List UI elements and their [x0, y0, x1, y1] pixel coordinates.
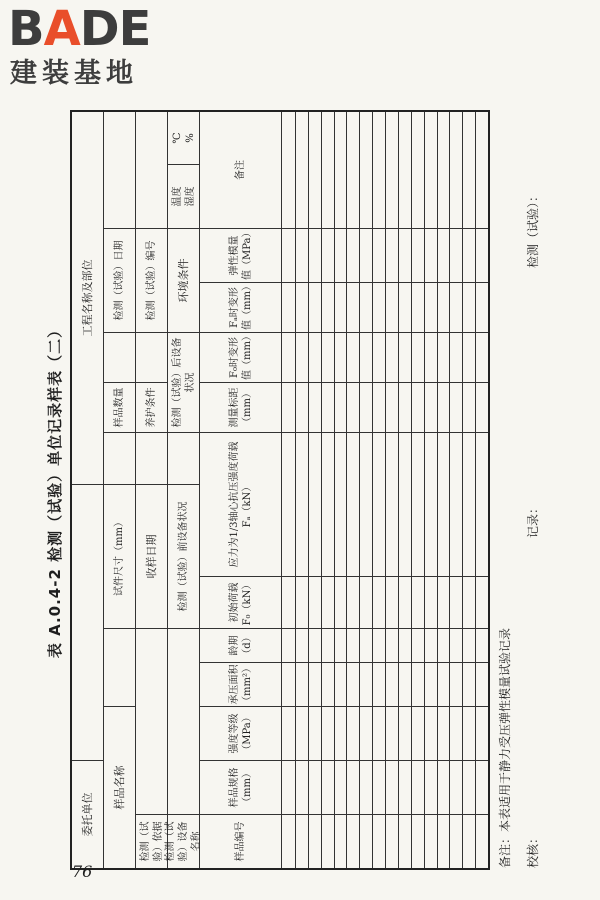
pre-status-label: 检测（试验）前设备状况	[168, 484, 200, 628]
column-header-5: 龄期（d）	[200, 628, 282, 662]
basis-value	[136, 628, 168, 814]
pre-status-value	[168, 432, 200, 484]
env-label: 环境条件	[168, 228, 200, 332]
specimen-size-value	[104, 432, 136, 484]
basis-label: 检测（试验）依据	[136, 814, 168, 868]
temp-humidity-unit	[168, 112, 200, 164]
column-header-10: Fₐ时变形值（mm）	[200, 282, 282, 332]
temperature-label: 温度	[171, 186, 183, 207]
specimen-size-label: 试件尺寸（mm）	[104, 484, 136, 628]
column-header-12: 备注	[200, 112, 282, 228]
curing-value	[136, 332, 168, 382]
record-row-line	[334, 112, 335, 868]
sample-qty-value	[104, 332, 136, 382]
column-header-6: 初始荷载 F₀（kN）	[200, 576, 282, 628]
page-number: 76	[72, 862, 93, 881]
test-date-label: 检测（试验）日期	[104, 228, 136, 332]
record-row-line	[424, 112, 425, 868]
record-row-line	[321, 112, 322, 868]
column-header-8: 测量标距（mm）	[200, 382, 282, 432]
record-table	[70, 110, 490, 870]
humidity-label: 湿度	[184, 186, 196, 207]
column-header-9: F₀时变形值（mm）	[200, 332, 282, 382]
form-note: 备注：本表适用于静力受压弹性模量试验记录	[498, 627, 512, 868]
curing-label: 养护条件	[136, 382, 168, 432]
post-status-label: 检测（试验）后设备状况	[168, 332, 200, 432]
client-value	[72, 484, 104, 760]
equipment-value	[168, 628, 200, 814]
test-date-value	[104, 112, 136, 228]
record-row-line	[398, 112, 399, 868]
receive-date-value	[136, 432, 168, 484]
record-row-line	[359, 112, 360, 868]
receive-date-label: 收样日期	[136, 484, 168, 628]
record-row-line	[372, 112, 373, 868]
record-row-line	[295, 112, 296, 868]
column-header-11: 弹性模量值（MPa）	[200, 228, 282, 282]
column-header-1: 样品编号	[200, 814, 282, 868]
form-title: 表 A.0.4-2 检测（试验）单位记录样表（二）	[46, 321, 64, 659]
equipment-label: 检测（试验）设备名称	[168, 814, 200, 868]
record-row-line	[411, 112, 412, 868]
bade-logo	[6, 1, 206, 94]
sample-name-label: 样品名称	[104, 706, 136, 868]
column-header-7: 应力为1/3轴心抗压强度荷载 Fₐ（kN）	[200, 432, 282, 576]
record-sheet	[40, 100, 560, 880]
column-header-2: 样品规格（mm）	[200, 760, 282, 814]
temp-humidity-label	[168, 164, 200, 228]
record-row-line	[475, 112, 476, 868]
column-header-3: 强度等级（MPa）	[200, 706, 282, 760]
test-no-label: 检测（试验）编号	[136, 228, 168, 332]
record-row-line	[346, 112, 347, 868]
sample-qty-label: 样品数量	[104, 382, 136, 432]
signature-line	[524, 112, 542, 868]
test-no-value	[136, 112, 168, 228]
recorder-label: 记录：	[526, 501, 540, 538]
record-row-line	[437, 112, 438, 868]
project-label: 工程名称及部位	[72, 112, 104, 484]
reviewer-label: 校核：	[526, 831, 540, 868]
humidity-unit: %	[184, 133, 196, 143]
column-header-4: 承压面积（mm²）	[200, 662, 282, 706]
record-row-line	[462, 112, 463, 868]
record-row-line	[308, 112, 309, 868]
record-row-line	[385, 112, 386, 868]
blank-record-area	[282, 112, 488, 868]
logo-wordmark: BADE	[8, 1, 151, 57]
tester-label: 检测（试验）：	[526, 189, 540, 268]
client-label: 委托单位	[72, 760, 104, 868]
sample-name-value	[104, 628, 136, 706]
temperature-unit: ℃	[171, 132, 183, 144]
logo-chinese: 建装基地	[10, 58, 138, 89]
record-row-line	[449, 112, 450, 868]
